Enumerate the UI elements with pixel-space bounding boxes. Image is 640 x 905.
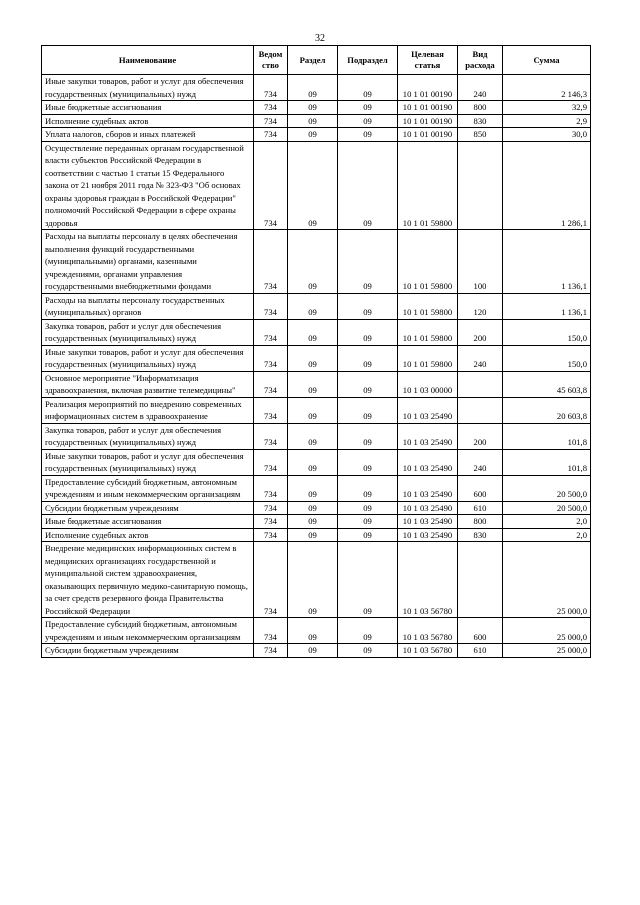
row-target-article: 10 1 01 00190 <box>398 101 458 115</box>
row-expense-type: 240 <box>458 75 503 101</box>
row-amount: 20 500,0 <box>503 501 591 515</box>
row-podrazdel: 09 <box>338 542 398 618</box>
table-row <box>42 319 591 345</box>
row-name: Субсидии бюджетным учреждениям <box>42 644 254 658</box>
row-razdel: 09 <box>288 114 338 128</box>
table-row <box>42 293 591 319</box>
row-razdel: 09 <box>288 75 338 101</box>
header-amount: Сумма <box>503 46 591 75</box>
row-name: Предоставление субсидий бюджетным, автономным учреждениям и иным некоммерческим организациям <box>42 475 254 501</box>
row-expense-type: 200 <box>458 423 503 449</box>
row-name: Иные закупки товаров, работ и услуг для обеспечения государственных (муниципальных) нужд <box>42 75 254 101</box>
row-podrazdel: 09 <box>338 293 398 319</box>
row-amount: 1 286,1 <box>503 141 591 230</box>
row-amount: 2 146,3 <box>503 75 591 101</box>
row-razdel: 09 <box>288 101 338 115</box>
row-amount: 2,0 <box>503 515 591 529</box>
row-expense-type: 240 <box>458 345 503 371</box>
row-podrazdel: 09 <box>338 618 398 644</box>
header-podrazdel: Подраздел <box>338 46 398 75</box>
table-row <box>42 75 591 101</box>
row-target-article: 10 1 01 00190 <box>398 114 458 128</box>
row-vedomstvo: 734 <box>254 371 288 397</box>
row-amount: 101,8 <box>503 449 591 475</box>
table-row <box>42 515 591 529</box>
row-name: Иные закупки товаров, работ и услуг для обеспечения государственных (муниципальных) нужд <box>42 449 254 475</box>
table-row <box>42 475 591 501</box>
row-name: Исполнение судебных актов <box>42 528 254 542</box>
row-target-article: 10 1 01 59800 <box>398 345 458 371</box>
row-amount: 32,9 <box>503 101 591 115</box>
row-amount: 25 000,0 <box>503 644 591 658</box>
row-name: Закупка товаров, работ и услуг для обеспечения государственных (муниципальных) нужд <box>42 319 254 345</box>
row-target-article: 10 1 01 59800 <box>398 141 458 230</box>
row-expense-type: 600 <box>458 618 503 644</box>
row-podrazdel: 09 <box>338 423 398 449</box>
table-row <box>42 423 591 449</box>
row-vedomstvo: 734 <box>254 644 288 658</box>
row-expense-type: 200 <box>458 319 503 345</box>
row-vedomstvo: 734 <box>254 128 288 142</box>
row-amount: 25 000,0 <box>503 618 591 644</box>
row-razdel: 09 <box>288 397 338 423</box>
row-target-article: 10 1 01 59800 <box>398 319 458 345</box>
header-target-article: Целевая статья <box>398 46 458 75</box>
row-name: Исполнение судебных актов <box>42 114 254 128</box>
row-name: Закупка товаров, работ и услуг для обеспечения государственных (муниципальных) нужд <box>42 423 254 449</box>
row-expense-type <box>458 141 503 230</box>
row-amount: 150,0 <box>503 319 591 345</box>
row-amount: 30,0 <box>503 128 591 142</box>
row-vedomstvo: 734 <box>254 515 288 529</box>
table-row <box>42 397 591 423</box>
row-vedomstvo: 734 <box>254 528 288 542</box>
row-vedomstvo: 734 <box>254 475 288 501</box>
row-target-article: 10 1 01 59800 <box>398 293 458 319</box>
row-razdel: 09 <box>288 128 338 142</box>
row-amount: 45 603,8 <box>503 371 591 397</box>
row-podrazdel: 09 <box>338 515 398 529</box>
row-name: Расходы на выплаты персоналу государственных (муниципальных) органов <box>42 293 254 319</box>
row-podrazdel: 09 <box>338 128 398 142</box>
row-amount: 101,8 <box>503 423 591 449</box>
row-podrazdel: 09 <box>338 449 398 475</box>
table-row <box>42 618 591 644</box>
row-razdel: 09 <box>288 319 338 345</box>
header-vedomstvo: Ведом ство <box>254 46 288 75</box>
table-body <box>42 75 591 658</box>
row-podrazdel: 09 <box>338 141 398 230</box>
table-row <box>42 528 591 542</box>
row-razdel: 09 <box>288 449 338 475</box>
table-row <box>42 128 591 142</box>
row-vedomstvo: 734 <box>254 101 288 115</box>
table-row <box>42 371 591 397</box>
row-razdel: 09 <box>288 230 338 294</box>
row-target-article: 10 1 03 25490 <box>398 515 458 529</box>
row-name: Осуществление переданных органам государственной власти субъектов Российской Федерации в соответствии с частью 1 статьи 15 Федерального закона от 21 ноября 2011 года № 323-ФЗ "Об основах охраны здоровья граждан в Российской Федерации" полномочий Российской Федерации в сфере охраны здоровья <box>42 141 254 230</box>
row-name: Иные бюджетные ассигнования <box>42 101 254 115</box>
row-podrazdel: 09 <box>338 319 398 345</box>
row-expense-type: 610 <box>458 644 503 658</box>
row-podrazdel: 09 <box>338 501 398 515</box>
row-razdel: 09 <box>288 345 338 371</box>
row-vedomstvo: 734 <box>254 345 288 371</box>
row-podrazdel: 09 <box>338 644 398 658</box>
row-target-article: 10 1 03 56780 <box>398 618 458 644</box>
table-row <box>42 644 591 658</box>
row-razdel: 09 <box>288 475 338 501</box>
row-vedomstvo: 734 <box>254 75 288 101</box>
row-expense-type: 850 <box>458 128 503 142</box>
row-target-article: 10 1 03 56780 <box>398 542 458 618</box>
row-amount: 2,0 <box>503 528 591 542</box>
row-amount: 25 000,0 <box>503 542 591 618</box>
row-razdel: 09 <box>288 515 338 529</box>
row-target-article: 10 1 01 59800 <box>398 230 458 294</box>
row-name: Предоставление субсидий бюджетным, автономным учреждениям и иным некоммерческим организациям <box>42 618 254 644</box>
row-target-article: 10 1 03 25490 <box>398 528 458 542</box>
row-name: Иные закупки товаров, работ и услуг для обеспечения государственных (муниципальных) нужд <box>42 345 254 371</box>
row-target-article: 10 1 03 25490 <box>398 449 458 475</box>
row-name: Реализация мероприятий по внедрению современных информационных систем в здравоохранение <box>42 397 254 423</box>
row-podrazdel: 09 <box>338 528 398 542</box>
row-razdel: 09 <box>288 528 338 542</box>
row-vedomstvo: 734 <box>254 114 288 128</box>
row-razdel: 09 <box>288 423 338 449</box>
row-target-article: 10 1 03 25490 <box>398 397 458 423</box>
row-amount: 150,0 <box>503 345 591 371</box>
page-number: 32 <box>315 33 325 44</box>
row-podrazdel: 09 <box>338 114 398 128</box>
row-razdel: 09 <box>288 141 338 230</box>
table-row <box>42 141 591 230</box>
row-name: Уплата налогов, сборов и иных платежей <box>42 128 254 142</box>
row-expense-type: 610 <box>458 501 503 515</box>
row-vedomstvo: 734 <box>254 293 288 319</box>
row-vedomstvo: 734 <box>254 542 288 618</box>
row-razdel: 09 <box>288 501 338 515</box>
row-target-article: 10 1 01 00190 <box>398 128 458 142</box>
row-expense-type: 830 <box>458 114 503 128</box>
row-podrazdel: 09 <box>338 397 398 423</box>
row-vedomstvo: 734 <box>254 141 288 230</box>
row-expense-type: 800 <box>458 515 503 529</box>
row-amount: 1 136,1 <box>503 293 591 319</box>
table-row <box>42 501 591 515</box>
table-row <box>42 345 591 371</box>
row-target-article: 10 1 03 25490 <box>398 501 458 515</box>
budget-table <box>41 45 591 658</box>
row-expense-type: 240 <box>458 449 503 475</box>
row-vedomstvo: 734 <box>254 230 288 294</box>
row-amount: 2,9 <box>503 114 591 128</box>
row-expense-type <box>458 542 503 618</box>
row-name: Внедрение медицинских информационных систем в медицинских организациях государственной и муниципальной систем здравоохранения, оказывающих первичную медико-санитарную помощь, за счет средств резервного фонда Правительства Российской Федерации <box>42 542 254 618</box>
row-razdel: 09 <box>288 371 338 397</box>
header-razdel: Раздел <box>288 46 338 75</box>
row-vedomstvo: 734 <box>254 397 288 423</box>
row-target-article: 10 1 03 56780 <box>398 644 458 658</box>
row-podrazdel: 09 <box>338 371 398 397</box>
row-podrazdel: 09 <box>338 75 398 101</box>
row-amount: 20 603,8 <box>503 397 591 423</box>
table-row <box>42 230 591 294</box>
row-vedomstvo: 734 <box>254 449 288 475</box>
row-expense-type: 100 <box>458 230 503 294</box>
row-expense-type <box>458 371 503 397</box>
table-row <box>42 114 591 128</box>
row-vedomstvo: 734 <box>254 501 288 515</box>
row-name: Субсидии бюджетным учреждениям <box>42 501 254 515</box>
row-expense-type: 830 <box>458 528 503 542</box>
row-razdel: 09 <box>288 644 338 658</box>
row-amount: 20 500,0 <box>503 475 591 501</box>
row-target-article: 10 1 03 00000 <box>398 371 458 397</box>
row-name: Иные бюджетные ассигнования <box>42 515 254 529</box>
row-name: Основное мероприятие "Информатизация здравоохранения, включая развитие телемедицины" <box>42 371 254 397</box>
row-expense-type <box>458 397 503 423</box>
row-razdel: 09 <box>288 618 338 644</box>
table-row <box>42 101 591 115</box>
row-expense-type: 800 <box>458 101 503 115</box>
table-row <box>42 542 591 618</box>
row-expense-type: 600 <box>458 475 503 501</box>
row-amount: 1 136,1 <box>503 230 591 294</box>
table-header-row <box>42 46 591 75</box>
row-target-article: 10 1 03 25490 <box>398 475 458 501</box>
row-vedomstvo: 734 <box>254 319 288 345</box>
header-expense-type: Вид расхода <box>458 46 503 75</box>
table-row <box>42 449 591 475</box>
row-podrazdel: 09 <box>338 101 398 115</box>
row-name: Расходы на выплаты персоналу в целях обеспечения выполнения функций государственными (муниципальными) органами, казенными учреждениями, органами управления государственными внебюджетными фондами <box>42 230 254 294</box>
row-podrazdel: 09 <box>338 345 398 371</box>
row-podrazdel: 09 <box>338 230 398 294</box>
row-podrazdel: 09 <box>338 475 398 501</box>
header-name: Наименование <box>42 46 254 75</box>
row-razdel: 09 <box>288 293 338 319</box>
row-vedomstvo: 734 <box>254 423 288 449</box>
row-vedomstvo: 734 <box>254 618 288 644</box>
row-razdel: 09 <box>288 542 338 618</box>
row-expense-type: 120 <box>458 293 503 319</box>
row-target-article: 10 1 01 00190 <box>398 75 458 101</box>
row-target-article: 10 1 03 25490 <box>398 423 458 449</box>
